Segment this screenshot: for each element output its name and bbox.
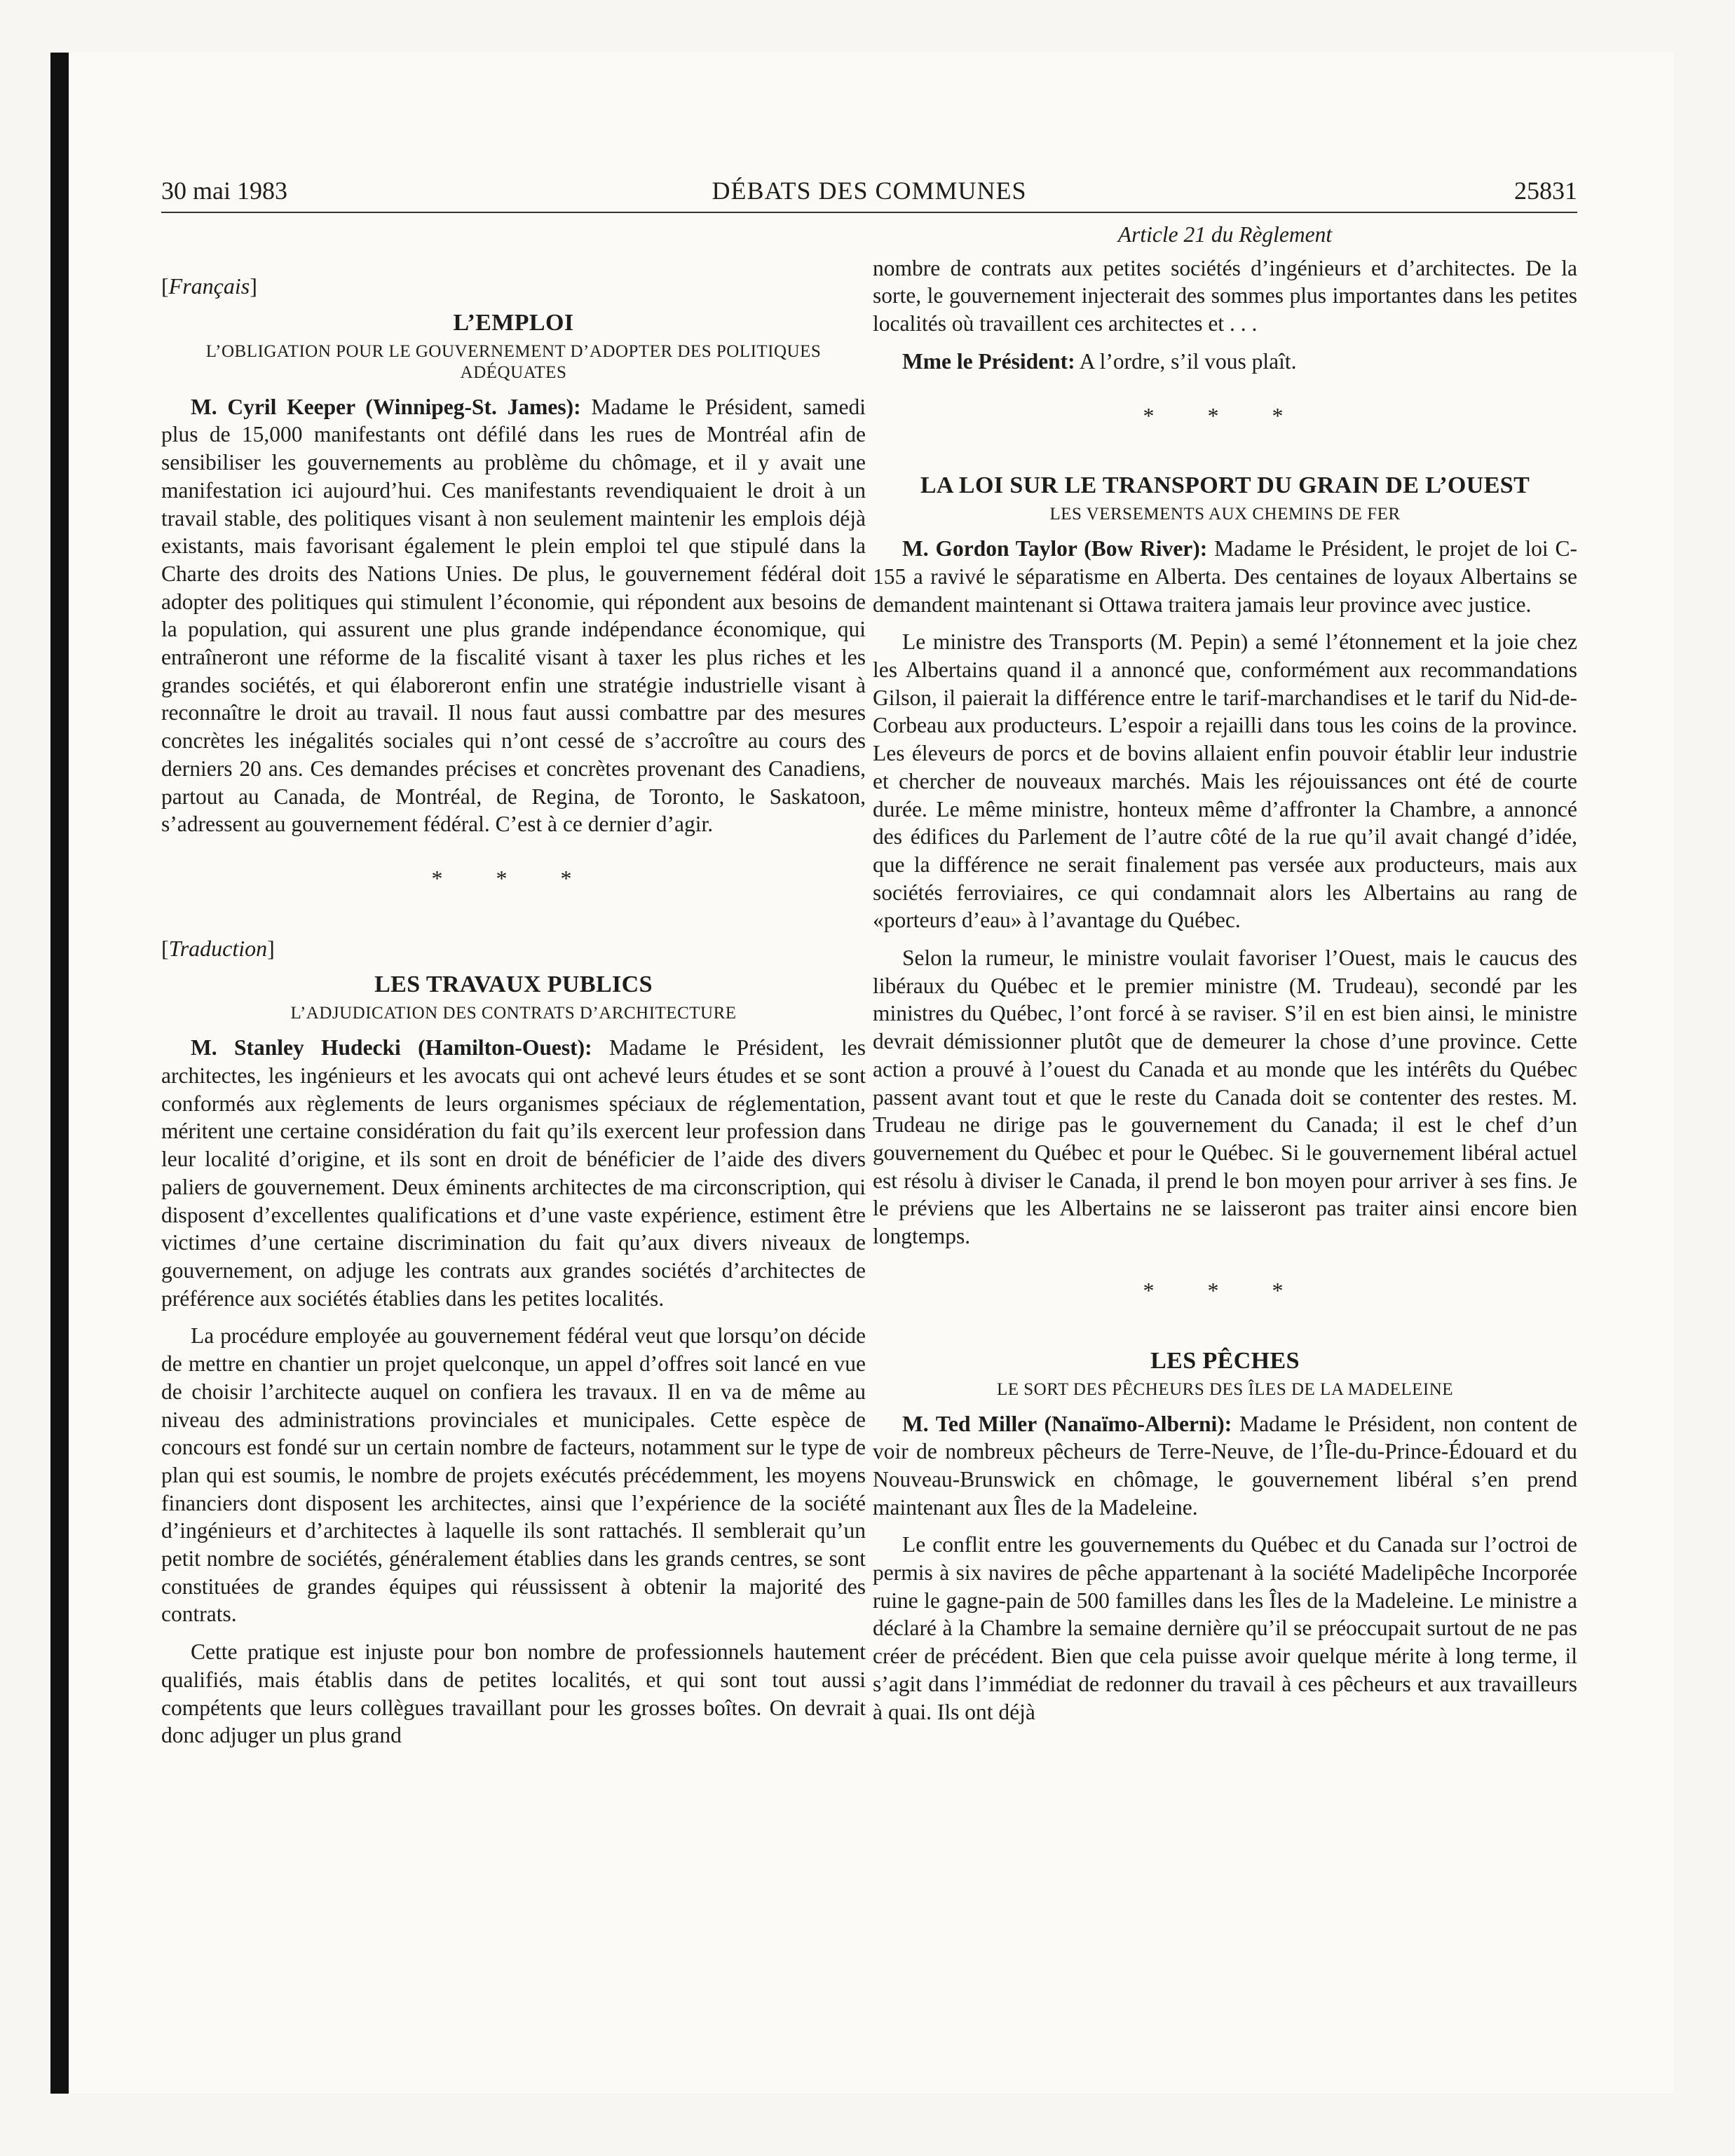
section-subtitle-peches: LE SORT DES PÊCHEURS DES ÎLES DE LA MADELEINE	[996, 1379, 1454, 1399]
continued-paragraph: nombre de contrats aux petites sociétés d’ingénieurs et d’architectes. De la sorte, le gouvernement injecterait des sommes plus importantes dans les petites localités où travaillent ces architectes et . . .	[873, 255, 1577, 336]
speaker-miller: M. Ted Miller (Nanaïmo-Alberni):	[902, 1411, 1232, 1436]
speaker-keeper: M. Cyril Keeper (Winnipeg-St. James):	[191, 394, 581, 419]
section-separator: * * *	[1143, 1277, 1307, 1303]
paragraph-procedure: La procédure employée au gouvernement fédéral veut que lorsqu’on décide de mettre en chantier un projet quelconque, un appel d’offres soit lancé en vue de choisir l’architecte auquel on confiera les travaux. Il en va de même au niveau des administrations provinciales et municipales. Cette espèce de concours est fondé sur un certain nombre de facteurs, notamment sur le type de plan qui est soumis, le nombre de projets exécutés précédemment, les moyens financiers dont disposent les architectes, ainsi que l’expérience de la société d’ingénieurs et d’architectes à laquelle ils sont rattachés. Il semblerait qu’un petit nombre de sociétés, généralement établies dans les grands centres, se sont constituées de grandes équipes qui réussissent à obtenir la majorité des contrats.	[161, 1323, 866, 1627]
speech-keeper: M. Cyril Keeper (Winnipeg-St. James): Madame le Président, samedi plus de 15,000 manifestants ont défilé dans les rues de Montréal afin de sensibiliser les gouvernements au problème du chômage, et il y avait une manifestation ici aujourd’hui. Ces manifestants revendiquaient le droit à un travail stable, des politiques visant à non seulement maintenir les emplois déjà existants, mais favorisant également le plein emploi tel que stipulé dans la Charte des droits des Nations Unies. De plus, le gouvernement fédéral doit adopter des politiques qui stimulent l’économie, qui répondent aux besoins de la population, qui assurent une plus grande indépendance économique, qui entraîneront une réforme de la fiscalité visant à taxer les plus riches et les grandes sociétés, et qui élaboreront enfin une stratégie industrielle visant à reconnaître le droit au travail. Il nous faut aussi combattre par des mesures concrètes les inégalités sociales qui n’ont cessé de s’accroître au cours des derniers 20 ans. Ces demandes précises et concrètes provenant des Canadiens, partout au Canada, de Montréal, de Regina, de Toronto, le Saskatoon, s’adressent au gouvernement fédéral. C’est à ce dernier d’agir.	[161, 394, 866, 837]
language-tag-french: [Français]	[161, 273, 257, 299]
scan-border	[50, 53, 69, 2094]
rule-note: Article 21 du Règlement	[1117, 222, 1333, 247]
paragraph-pratique: Cette pratique est injuste pour bon nombre de professionnels hautement qualifiés, mais établis dans de petites localités, et qui sont tout aussi compétents que leurs collègues travaillant pour les grosses boîtes. On devrait donc adjuger un plus grand	[161, 1639, 866, 1748]
section-title-travaux-publics: LES TRAVAUX PUBLICS	[374, 971, 653, 998]
paragraph-pepin: Le ministre des Transports (M. Pepin) a semé l’étonnement et la joie chez les Albertains quand il a annoncé que, conformément aux recommandations Gilson, il paierait la différence entre le tarif-marchandises et le tarif du Nid-de-Corbeau aux producteurs. L’espoir a rejailli dans tous les coins de la province. Les éleveurs de porcs et de bovins allaient enfin pouvoir établir leur industrie et chercher de nouveaux marchés. Mais les réjouissances ont été de courte durée. Le même ministre, honteux même d’affronter la Chambre, a annoncé des édifices du Parlement de l’autre côté de la rue qu’il avait changé d’idée, que la différence ne serait finalement pas versée aux producteurs, mais aux sociétés ferroviaires, ce qui condamnait alors les Albertains au rang de «porteurs d’eau» à l’avantage du Québec.	[873, 629, 1577, 933]
paragraph-rumeur: Selon la rumeur, le ministre voulait favoriser l’Ouest, mais le caucus des libéraux du Québec et le premier ministre (M. Trudeau), secondé par les ministres du Québec, l’ont forcé à se raviser. S’il en est bien ainsi, le ministre devrait démissionner plutôt que de demeurer la chose d’une province. Cette action a prouvé à l’ouest du Canada et au monde que les intérêts du Québec passent avant tout et que le reste du Canada doit se contenter des restes. M. Trudeau ne dirige pas le gouvernement du Canada; il est le chef d’un gouvernement du Québec et pour le Québec. Si le gouvernement libéral actuel est résolu à diviser le Canada, il prend le bon moyen pour arriver à ses fins. Je le préviens que les Albertains ne se laisseront pas traiter ainsi encore bien longtemps.	[873, 946, 1577, 1249]
header-title: DÉBATS DES COMMUNES	[712, 177, 1027, 205]
speech-miller: M. Ted Miller (Nanaïmo-Alberni): Madame le Président, non content de voir de nombreux pêcheurs de Terre-Neuve, de l’Île-du-Prince-Édouard et du Nouveau-Brunswick en chômage, le gouvernement libéral s’en prend maintenant aux Îles de la Madeleine.	[873, 1411, 1577, 1520]
section-subtitle-travaux-publics: L’ADJUDICATION DES CONTRATS D’ARCHITECTURE	[290, 1004, 737, 1023]
section-title-peches: LES PÊCHES	[1150, 1347, 1300, 1374]
section-separator: * * *	[1143, 402, 1307, 428]
header-page-number: 25831	[1514, 177, 1577, 205]
speaker-hudecki: M. Stanley Hudecki (Hamilton-Ouest):	[191, 1035, 592, 1060]
section-title-emploi: L’EMPLOI	[453, 309, 574, 336]
left-column	[161, 221, 866, 1759]
speech-president: Mme le Président: A l’ordre, s’il vous plaît.	[902, 348, 1297, 374]
section-separator: * * *	[431, 865, 596, 891]
speech-taylor: M. Gordon Taylor (Bow River): Madame le Président, le projet de loi C-155 a ravivé le séparatisme en Alberta. Des centaines de loyaux Albertains se demandent maintenant si Ottawa traitera jamais leur province avec justice.	[873, 536, 1577, 617]
speaker-taylor: M. Gordon Taylor (Bow River):	[902, 536, 1208, 561]
paragraph-conflit: Le conflit entre les gouvernements du Québec et du Canada sur l’octroi de permis à six navires de pêche appartenant à la société Madelipêche Incorporée ruine le gagne-pain de 500 familles dans les Îles de la Madeleine. Le ministre a déclaré à la Chambre la semaine dernière qu’il se préoccupait surtout de ne pas créer de précédent. Bien que cela puisse avoir quelque mérite à long terme, il s’agit dans l’immédiat de redonner du travail à ces pêcheurs et aux travailleurs à quai. Ils ont déjà	[873, 1532, 1577, 1724]
language-tag-translation: [Traduction]	[161, 935, 275, 961]
page-header	[161, 175, 1577, 213]
header-date: 30 mai 1983	[161, 177, 287, 205]
section-subtitle-emploi: L’OBLIGATION POUR LE GOUVERNEMENT D’ADOPTER DES POLITIQUES ADÉQUATES	[205, 341, 822, 382]
section-subtitle-grain: LES VERSEMENTS AUX CHEMINS DE FER	[1049, 505, 1401, 524]
speaker-president: Mme le Président:	[902, 348, 1075, 374]
speech-hudecki: M. Stanley Hudecki (Hamilton-Ouest): Madame le Président, les architectes, les ingénieurs et les avocats qui ont achevé leurs études et se sont conformés aux règlements de leurs organismes spéciaux de réglementation, méritent une certaine considération du fait qu’ils exercent leur profession dans leur localité d’origine, et ils sont en droit de bénéficier de l’aide des divers paliers de gouvernement. Deux éminents architectes de ma circonscription, qui disposent d’excellentes qualifications et d’une vaste expérience, estiment être victimes d’une certaine discrimination du fait qu’aux divers niveaux de gouvernement, on adjuge les contrats aux grandes sociétés d’architectes de préférence aux sociétés établies dans les petites localités.	[161, 1035, 866, 1311]
section-title-grain: LA LOI SUR LE TRANSPORT DU GRAIN DE L’OUEST	[920, 472, 1530, 499]
right-column	[873, 221, 1577, 1735]
